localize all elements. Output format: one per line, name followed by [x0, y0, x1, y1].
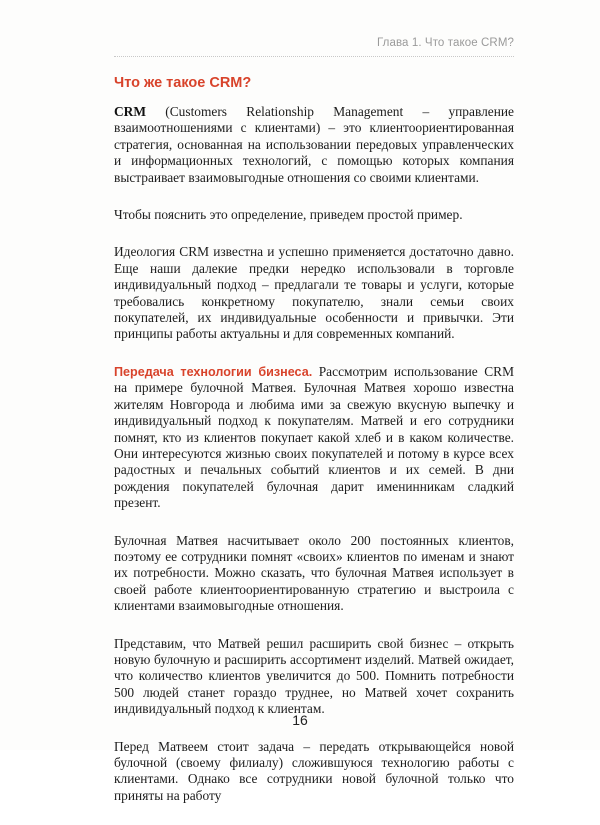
paragraph-expansion: Представим, что Матвей решил расширить свой бизнес – открыть новую булочную и расширить ассортимент изделий. Матвей ожидает, что количество клиентов увеличится до 500. Помнить потребности 500 людей станет гораздо труднее, но Матвей хочет сохранить индивидуальный подход к клиентам.: [114, 635, 514, 717]
running-head: Глава 1. Что такое CRM?: [376, 37, 514, 49]
paragraph-ideology: Идеология CRM известна и успешно применяется достаточно давно. Еще наши далекие предки нередко использовали в торговле индивидуальный подход – предлагали те товары и услуги, которые требовались конкретному покупателю, знали семьи своих покупателей, их индивидуальные особенности и привычки. Эти принципы работы актуальны и для современных компаний.: [114, 244, 514, 342]
paragraph-task: Перед Матвеем стоит задача – передать открывающейся новой булочной (своему филиалу) сложившуюся технологию работы с клиентами. Однако все сотрудники новой булочной только что приняты на работу: [114, 738, 514, 803]
page-number: 16: [292, 712, 308, 728]
paragraph-crm-definition: [114, 104, 514, 186]
paragraph-bakery-clients: Булочная Матвея насчитывает около 200 постоянных клиентов, поэтому ее сотрудники помнят «своих» клиентов по именам и знают их потребности. Можно сказать, что булочная Матвея использует в своей работе клиентоориентированную стратегию и выстроила с клиентами взаимовыгодные отношения.: [114, 532, 514, 614]
paragraph-example-intro: Чтобы пояснить это определение, приведем простой пример.: [114, 207, 463, 223]
term-crm: CRM: [114, 104, 146, 119]
header-divider: [114, 56, 514, 57]
paragraph-text: Рассмотрим использование CRM на примере булочной Матвея. Булочная Матвея хорошо известна жителям Новгорода и любима ими за свежую вкусную выпечку и индивидуальный подход к покупателям. Матвей и его сотрудники помнят, кто из клиентов покупает какой хлеб и в каком количестве. Они интересуются жизнью своих покупателей и потому в курсе всех радостных и печальных событий клиентов и их семей. В дни рождения покупателей булочная дарит именинникам сладкий презент.: [114, 363, 514, 511]
paragraph-text: (Customers Relationship Management – управление взаимоотношениями с клиентами) – это клиентоориентированная стратегия, основанная на использовании передовых управленческих и информационных технологий, с помощью которых компания выстраивает взаимовыгодные отношения со своими клиентами.: [114, 104, 514, 185]
section-title: Что же такое CRM?: [114, 75, 252, 91]
paragraph-business-transfer: [114, 364, 514, 512]
subheading-business-transfer: Передача технологии бизнеса.: [114, 364, 313, 379]
